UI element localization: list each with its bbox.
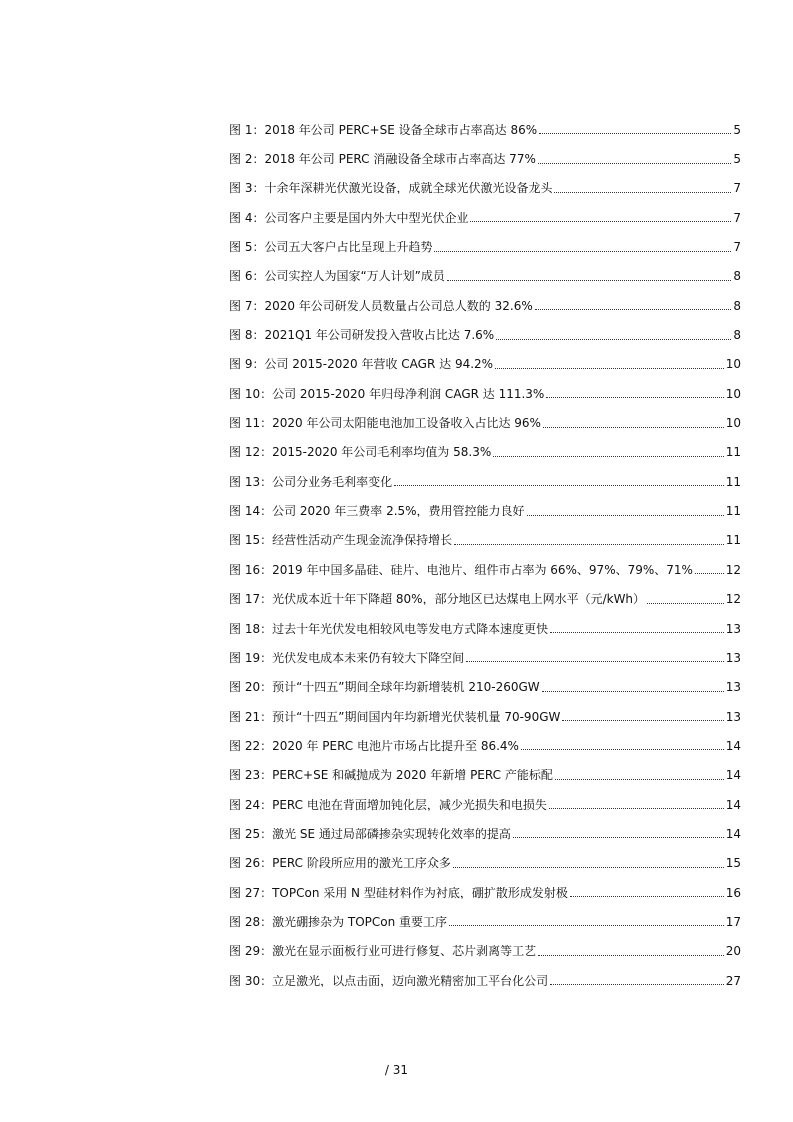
dot-leader bbox=[695, 572, 724, 574]
toc-entry-title: 图 17：光伏成本近十年下降超 80%，部分地区已达煤电上网水平（元/kWh） bbox=[229, 593, 646, 606]
toc-entry-page: 10 bbox=[725, 386, 741, 401]
toc-entry-page: 11 bbox=[725, 474, 741, 489]
toc-entry-page: 27 bbox=[725, 973, 741, 988]
toc-entry-title: 图 30：立足激光，以点击面，迈向激光精密加工平台化公司 bbox=[229, 974, 549, 987]
toc-entry[interactable] bbox=[229, 731, 741, 760]
toc-entry-title: 图 6：公司实控人为国家“万人计划”成员 bbox=[229, 270, 445, 283]
dot-leader bbox=[555, 778, 724, 780]
toc-entry-title: 图 3：十余年深耕光伏激光设备，成就全球光伏激光设备龙头 bbox=[229, 182, 553, 195]
toc-entry[interactable] bbox=[229, 262, 741, 291]
toc-entry-title: 图 27：TOPCon 采用 N 型硅材料作为衬底，硼扩散形成发射极 bbox=[229, 886, 568, 899]
toc-entry-page: 16 bbox=[725, 885, 741, 900]
toc-entry-page: 15 bbox=[725, 856, 741, 871]
toc-entry[interactable] bbox=[229, 878, 741, 907]
dot-leader bbox=[543, 426, 724, 428]
toc-entry-page: 7 bbox=[733, 210, 741, 225]
toc-entry-page: 7 bbox=[733, 240, 741, 255]
dot-leader bbox=[495, 367, 724, 369]
toc-entry-page: 13 bbox=[725, 680, 741, 695]
toc-entry-title: 图 8：2021Q1 年公司研发投入营收占比达 7.6% bbox=[229, 329, 495, 342]
dot-leader bbox=[535, 308, 732, 310]
toc-entry-page: 14 bbox=[725, 738, 741, 753]
toc-entry[interactable] bbox=[229, 408, 741, 437]
dot-leader bbox=[447, 279, 731, 281]
toc-entry[interactable] bbox=[229, 379, 741, 408]
toc-entry-title: 图 13：公司分业务毛利率变化 bbox=[229, 475, 393, 488]
toc-entry[interactable] bbox=[229, 438, 741, 467]
toc-entry-title: 图 22：2020 年 PERC 电池片市场占比提升至 86.4% bbox=[229, 739, 519, 752]
toc-entry[interactable] bbox=[229, 907, 741, 936]
dot-leader bbox=[513, 836, 724, 838]
toc-entry-page: 13 bbox=[725, 621, 741, 636]
toc-entry-page: 13 bbox=[725, 709, 741, 724]
toc-entry-page: 11 bbox=[725, 504, 741, 519]
toc-entry[interactable] bbox=[229, 115, 741, 144]
table-of-figures bbox=[229, 115, 741, 995]
toc-entry[interactable] bbox=[229, 174, 741, 203]
toc-entry[interactable] bbox=[229, 232, 741, 261]
toc-entry[interactable] bbox=[229, 585, 741, 614]
toc-entry-title: 图 12：2015-2020 年公司毛利率均值为 58.3% bbox=[229, 446, 492, 459]
toc-entry-title: 图 7：2020 年公司研发人员数量占公司总人数的 32.6% bbox=[229, 299, 533, 312]
toc-entry-page: 14 bbox=[725, 797, 741, 812]
toc-entry-title: 图 26：PERC 阶段所应用的激光工序众多 bbox=[229, 857, 451, 870]
toc-entry[interactable] bbox=[229, 790, 741, 819]
toc-entry-title: 图 23：PERC+SE 和碱抛成为 2020 年新增 PERC 产能标配 bbox=[229, 769, 553, 782]
toc-entry-title: 图 24：PERC 电池在背面增加钝化层，减少光损失和电损失 bbox=[229, 798, 547, 811]
toc-entry-page: 20 bbox=[725, 944, 741, 959]
toc-entry[interactable] bbox=[229, 673, 741, 702]
toc-entry-title: 图 2：2018 年公司 PERC 消融设备全球市占率高达 77% bbox=[229, 153, 536, 166]
toc-entry[interactable] bbox=[229, 144, 741, 173]
dot-leader bbox=[554, 191, 731, 193]
toc-entry[interactable] bbox=[229, 203, 741, 232]
toc-entry[interactable] bbox=[229, 966, 741, 995]
dot-leader bbox=[562, 719, 723, 721]
toc-entry[interactable] bbox=[229, 761, 741, 790]
toc-entry-title: 图 19：光伏发电成本未来仍有较大下降空间 bbox=[229, 651, 465, 664]
toc-entry-title: 图 15：经营性活动产生现金流净保持增长 bbox=[229, 534, 453, 547]
toc-entry-title: 图 1：2018 年公司 PERC+SE 设备全球市占率高达 86% bbox=[229, 123, 538, 136]
toc-entry-page: 13 bbox=[725, 650, 741, 665]
toc-entry-title: 图 18：过去十年光伏发电相较风电等发电方式降本速度更快 bbox=[229, 622, 549, 635]
toc-entry[interactable] bbox=[229, 291, 741, 320]
dot-leader bbox=[546, 396, 723, 398]
dot-leader bbox=[453, 866, 724, 868]
dot-leader bbox=[549, 807, 724, 809]
toc-entry-title: 图 5：公司五大客户占比呈现上升趋势 bbox=[229, 241, 433, 254]
toc-entry[interactable] bbox=[229, 555, 741, 584]
toc-entry-page: 12 bbox=[725, 592, 741, 607]
toc-entry-title: 图 11：2020 年公司太阳能电池加工设备收入占比达 96% bbox=[229, 417, 541, 430]
dot-leader bbox=[542, 690, 724, 692]
toc-entry-page: 12 bbox=[725, 562, 741, 577]
toc-entry-page: 8 bbox=[733, 328, 741, 343]
dot-leader bbox=[539, 132, 731, 134]
toc-entry-page: 10 bbox=[725, 357, 741, 372]
toc-entry-page: 11 bbox=[725, 445, 741, 460]
dot-leader bbox=[538, 162, 732, 164]
toc-entry-title: 图 21：预计“十四五”期间国内年均新增光伏装机量 70-90GW bbox=[229, 710, 561, 723]
dot-leader bbox=[550, 983, 724, 985]
toc-entry-title: 图 9：公司 2015-2020 年营收 CAGR 达 94.2% bbox=[229, 358, 494, 371]
dot-leader bbox=[434, 250, 731, 252]
toc-entry-page: 8 bbox=[733, 269, 741, 284]
dot-leader bbox=[538, 954, 724, 956]
dot-leader bbox=[496, 338, 731, 340]
dot-leader bbox=[570, 895, 724, 897]
dot-leader bbox=[449, 924, 724, 926]
toc-entry-page: 17 bbox=[725, 914, 741, 929]
dot-leader bbox=[493, 455, 723, 457]
toc-entry[interactable] bbox=[229, 937, 741, 966]
toc-entry-title: 图 10：公司 2015-2020 年归母净利润 CAGR 达 111.3% bbox=[229, 387, 545, 400]
dot-leader bbox=[470, 220, 731, 222]
toc-entry-title: 图 28：激光硼掺杂为 TOPCon 重要工序 bbox=[229, 915, 448, 928]
toc-entry-page: 14 bbox=[725, 768, 741, 783]
dot-leader bbox=[550, 631, 724, 633]
toc-entry-title: 图 29：激光在显示面板行业可进行修复、芯片剥离等工艺 bbox=[229, 945, 537, 958]
toc-entry[interactable] bbox=[229, 702, 741, 731]
dot-leader bbox=[394, 484, 724, 486]
dot-leader bbox=[521, 748, 724, 750]
toc-entry-page: 10 bbox=[725, 416, 741, 431]
toc-entry[interactable] bbox=[229, 526, 741, 555]
toc-entry[interactable] bbox=[229, 320, 741, 349]
toc-entry[interactable] bbox=[229, 496, 741, 525]
toc-entry-title: 图 14：公司 2020 年三费率 2.5%，费用管控能力良好 bbox=[229, 505, 525, 518]
toc-entry-page: 8 bbox=[733, 298, 741, 313]
dot-leader bbox=[466, 660, 724, 662]
toc-entry[interactable] bbox=[229, 849, 741, 878]
toc-entry-title: 图 20：预计“十四五”期间全球年均新增装机 210-260GW bbox=[229, 681, 540, 694]
toc-entry-page: 11 bbox=[725, 533, 741, 548]
toc-entry[interactable] bbox=[229, 819, 741, 848]
page-number: / 31 bbox=[384, 1063, 409, 1077]
toc-entry-page: 7 bbox=[733, 181, 741, 196]
toc-entry[interactable] bbox=[229, 467, 741, 496]
dot-leader bbox=[454, 543, 724, 545]
toc-entry-title: 图 25：激光 SE 通过局部磷掺杂实现转化效率的提高 bbox=[229, 827, 511, 840]
toc-entry-page: 5 bbox=[733, 152, 741, 167]
toc-entry[interactable] bbox=[229, 614, 741, 643]
toc-entry[interactable] bbox=[229, 643, 741, 672]
dot-leader bbox=[527, 514, 724, 516]
toc-entry-title: 图 4：公司客户主要是国内外大中型光伏企业 bbox=[229, 211, 469, 224]
toc-entry-page: 5 bbox=[733, 122, 741, 137]
toc-entry[interactable] bbox=[229, 350, 741, 379]
dot-leader bbox=[647, 602, 724, 604]
toc-entry-page: 14 bbox=[725, 826, 741, 841]
toc-entry-title: 图 16：2019 年中国多晶硅、硅片、电池片、组件市占率为 66%、97%、79%、71% bbox=[229, 563, 693, 576]
